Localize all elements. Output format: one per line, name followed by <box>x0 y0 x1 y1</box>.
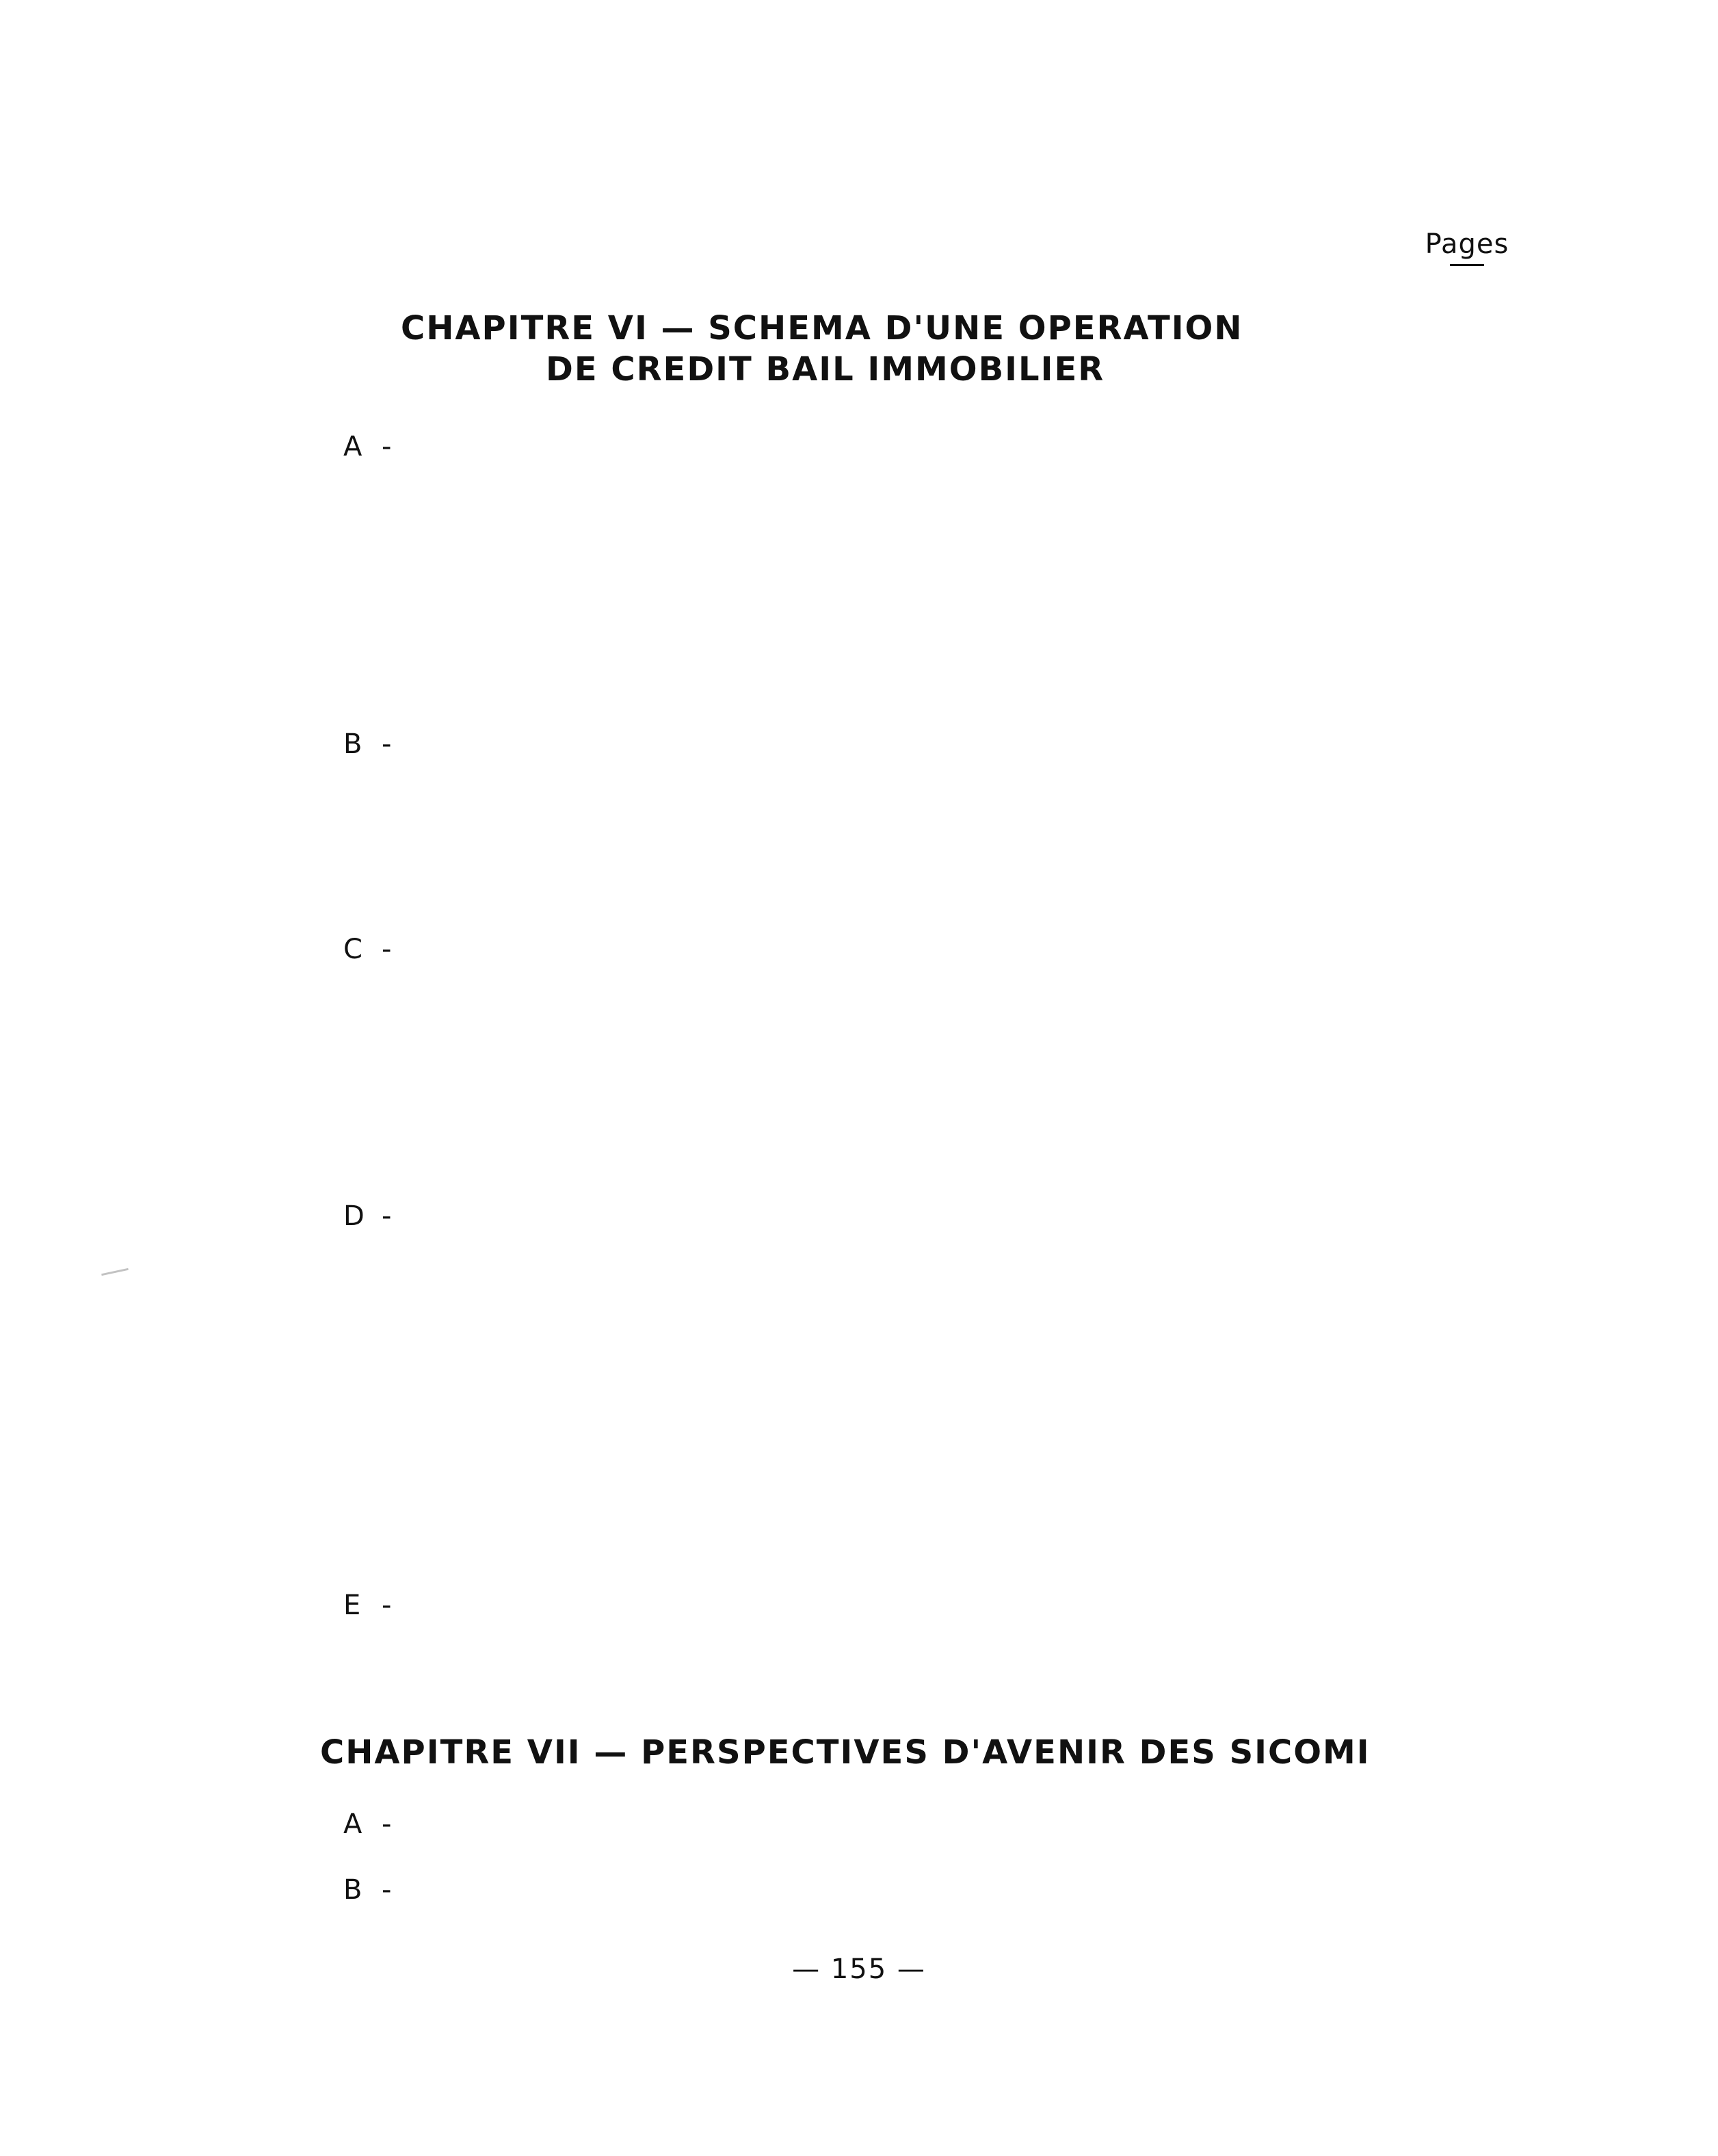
chapter-6-title-line-1: CHAPITRE VI — SCHEMA D'UNE OPERATION <box>401 309 1243 347</box>
section-separator: - <box>382 1874 393 1906</box>
pages-heading-label: Pages <box>1425 228 1509 260</box>
section-separator: - <box>382 728 393 760</box>
section-letter: B <box>343 1874 363 1906</box>
chapter-7-title: CHAPITRE VII — PERSPECTIVES D'AVENIR DES SICOMI <box>320 1733 1371 1772</box>
chapter-6-title-line-2: DE CREDIT BAIL IMMOBILIER <box>546 350 1105 389</box>
section-separator: - <box>382 1590 393 1622</box>
section-letter: E <box>343 1590 362 1622</box>
section-separator: - <box>382 934 393 966</box>
section-letter: C <box>343 934 364 966</box>
section-separator: - <box>382 1200 393 1233</box>
pages-heading-rule <box>1450 264 1484 266</box>
section-letter: B <box>343 728 363 760</box>
page-number-footer: — 155 — <box>792 1954 926 1985</box>
pages-column-heading <box>1395 228 1539 266</box>
section-letter: A <box>343 431 363 462</box>
section-letter: A <box>343 1809 363 1840</box>
chapter-6-title <box>401 308 1290 390</box>
scan-smudge-mark <box>101 1268 129 1276</box>
section-letter: D <box>343 1200 366 1233</box>
section-separator: - <box>382 1809 393 1840</box>
section-separator: - <box>382 431 393 462</box>
